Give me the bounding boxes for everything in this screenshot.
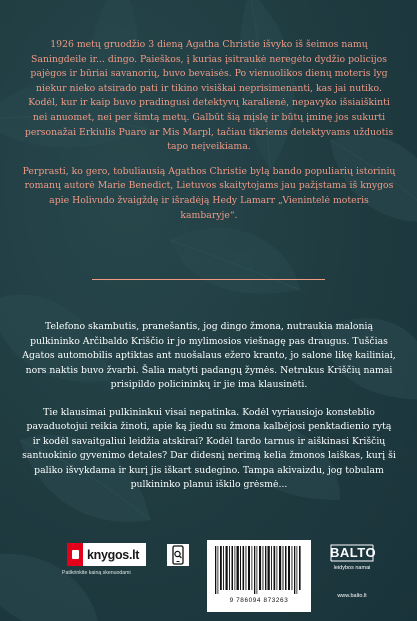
bottom-paragraph-1: Telefono skambutis, pranešantis, jog dingo žmona, nutraukia malonią pulkininko Arčibaldo Kriščio ir jo mylimosios viešnagę pas draugus. Tuščias Agatos automobilis aptiktas ant nuošalaus ežero kranto, jo salone likę kailiniai, nors naktis buvo žvarbi. Šalia matyti padangų žymės. Netrukus Kriščių namai prisipildo policininkų ir jie ima klausinėti. [22,321,396,390]
top-paragraph-1: 1926 metų gruodžio 3 dieną Agatha Christie išvyko iš šeimos namų Saningdeile ir... dingo. Paieškos, į kurias įsitraukė neregėto dydžio policijos pajėgos ir būriai savanorių, buvo bevaisės. Po vienuolikos dienų moteris lyg niekur nieko atsirado pati ir tikino visiškai neprisimenanti, kas jai nutiko. Kodėl, kur ir kaip buvo pradingusi detektyvų karalienė, nepavyko išsiaiškinti nei anuomet, nei per šimtą metų. Galbūt šią mįslę ir būtų įminę jos sukurti personažai Erkiulis Puaro ar Mis Marpl, tačiau tikriems detektyvams užduotis tapo neįveikiama. [24,39,394,153]
bag-icon [67,543,83,566]
knygos-logo [67,543,146,566]
top-description [22,38,396,233]
balto-logo-text: BALTO [330,545,377,560]
phone-scan-icon [167,544,189,566]
bottom-paragraph-2: Tie klausimai pulkininkui visai nepatinka. Kodėl vyriausiojo konsteblio pavaduotojui reikia žinoti, apie ką jiedu su žmona kalbėjosi penktadienio rytą ir kodėl savaitgaliui leidžia atskirai? Kodėl tardo tarnus ir aiškinasi Kriščių santuokinio gyvenimo detales? Dar didesnį nerimą kelia žmonos laiškas, kurį ši paliko išvykdama ir kurį jis iškart sudegino. Tampa akivaizdu, jog tobulam pulkininko planui iškilo grėsmė... [22,406,396,490]
barcode-icon [207,540,311,596]
isbn-number: 9 786094 873263 [229,597,289,604]
balto-logo [330,544,377,584]
scan-caption: Patikrinkite kainą skenuodami [62,570,131,576]
top-paragraph-2: Perprasti, ko gero, tobuliausią Agathos Christie bylą bando populiarių istorinių romanų autorė Marie Benedict, Lietuvos skaitytojams jau pažįstama iš knygos apie Holivudo žvaigždę ir išradėją Hedy Lamarr „Vienintelė moteris kambaryje“. [22,165,396,221]
knygos-logo-text: knygos.lt [87,547,140,562]
bottom-description [22,320,396,506]
balto-frame-icon [330,544,377,562]
balto-subtitle: leidybos namai [333,565,371,571]
section-divider [92,279,325,280]
cover-footer [0,540,417,621]
publisher-url: www.balto.lt [337,593,367,599]
isbn-barcode [207,540,311,612]
